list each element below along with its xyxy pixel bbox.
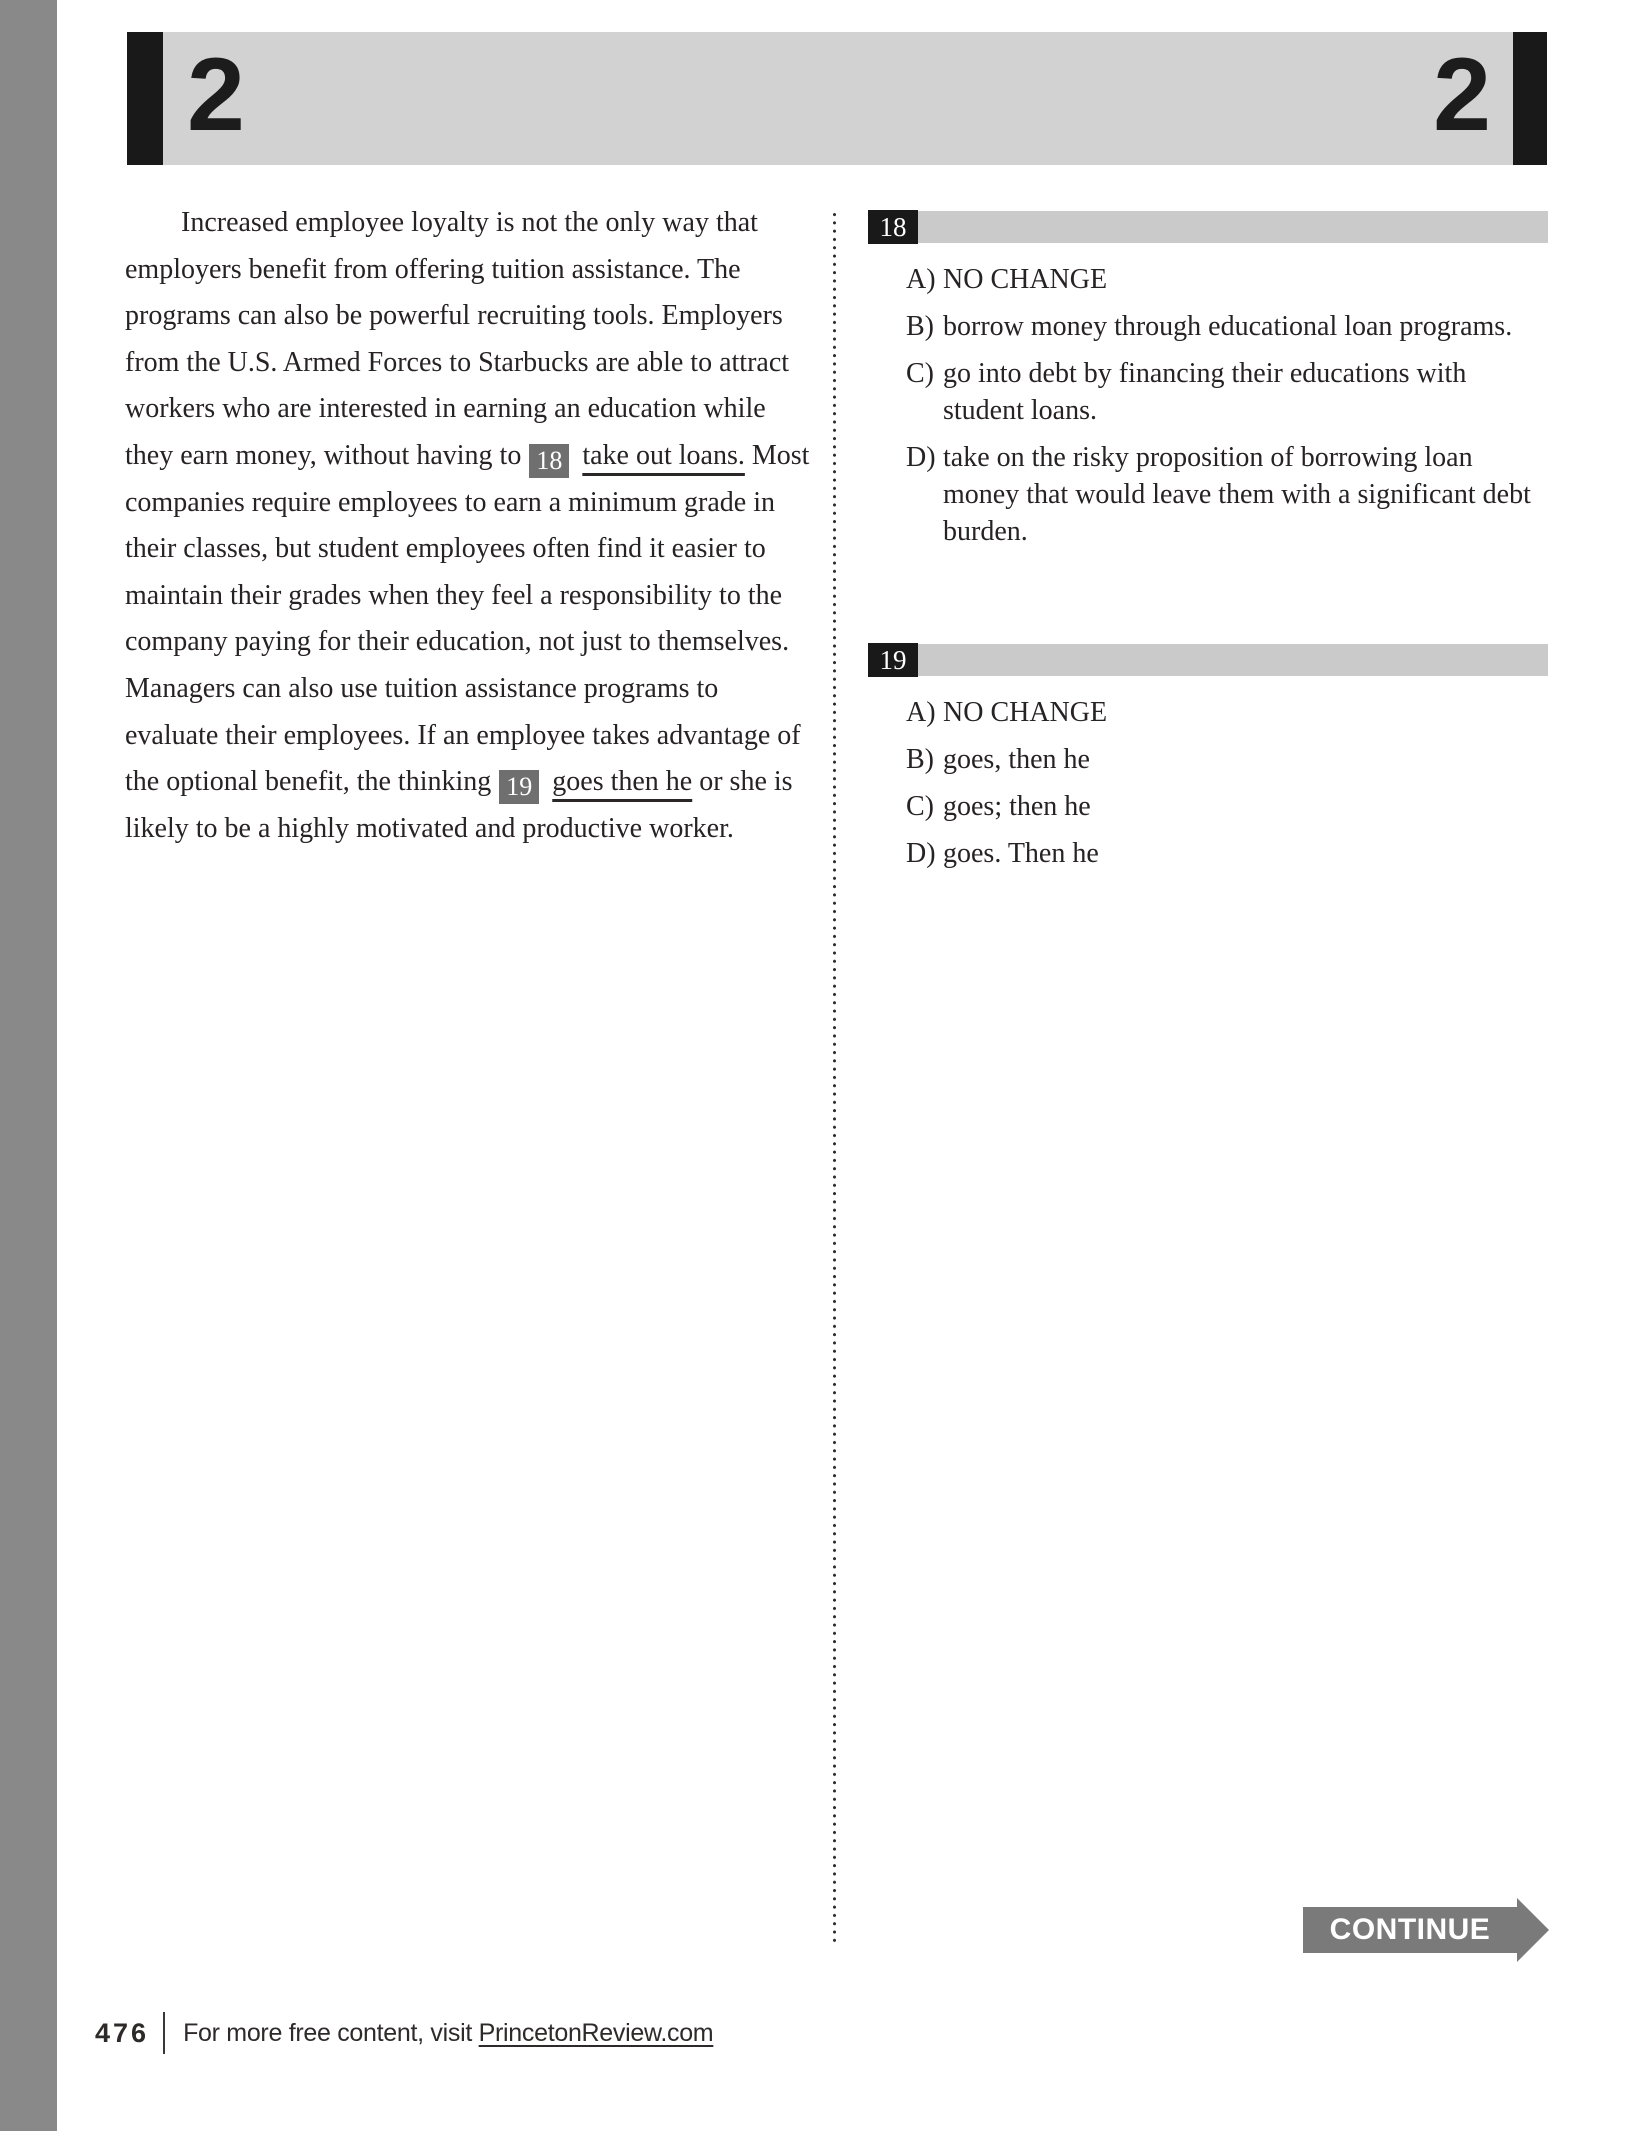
answer-option bbox=[906, 355, 1548, 429]
question-19-header bbox=[868, 643, 1548, 677]
passage-column bbox=[125, 200, 817, 852]
banner-left-cap bbox=[127, 32, 163, 165]
banner-right-cap bbox=[1513, 32, 1547, 165]
passage-segment: Most companies require employees to earn a minimum grade in their classes, but student employees often find it easier to maintain their grades when they feel a responsibility to the company paying for their education, not just to themselves. Managers can also use tuition assistance programs to evaluate their employees. If an employee takes advantage of the optional benefit, the thinking bbox=[125, 439, 810, 798]
underlined-phrase: goes then he bbox=[552, 766, 693, 798]
option-letter: B) bbox=[906, 744, 934, 775]
option-letter: C) bbox=[906, 358, 934, 389]
option-text: goes; then he bbox=[943, 791, 1091, 822]
option-text: NO CHANGE bbox=[943, 264, 1108, 295]
footer-text bbox=[183, 2019, 713, 2048]
option-text: goes. Then he bbox=[943, 838, 1099, 869]
option-letter: D) bbox=[906, 838, 936, 869]
banner-field bbox=[163, 32, 1513, 165]
option-text: goes, then he bbox=[943, 744, 1090, 775]
option-text: NO CHANGE bbox=[943, 697, 1108, 728]
option-letter: A) bbox=[906, 264, 936, 295]
option-text: borrow money through educational loan programs. bbox=[943, 311, 1513, 342]
inline-question-badge: 18 bbox=[529, 444, 569, 478]
question-18-options bbox=[868, 261, 1548, 550]
page-footer bbox=[95, 2012, 713, 2054]
question-number-box: 19 bbox=[868, 643, 918, 677]
question-header-bar bbox=[918, 211, 1548, 243]
option-text: go into debt by financing their educations with student loans. bbox=[943, 358, 1467, 426]
answer-option bbox=[906, 439, 1548, 550]
section-number-left: 2 bbox=[187, 36, 245, 153]
question-19-options bbox=[868, 694, 1548, 872]
question-header-bar bbox=[918, 644, 1548, 676]
footer-divider bbox=[163, 2012, 165, 2054]
option-letter: B) bbox=[906, 311, 934, 342]
answer-option bbox=[906, 308, 1548, 345]
passage-segment: or she is likely to be a highly motivated and productive worker. bbox=[125, 766, 793, 844]
page-number: 476 bbox=[95, 2017, 150, 2048]
underlined-phrase: take out loans. bbox=[582, 439, 745, 471]
option-letter: C) bbox=[906, 791, 934, 822]
answer-option bbox=[906, 694, 1548, 731]
footer-link[interactable]: PrincetonReview.com bbox=[478, 2018, 714, 2047]
answer-option bbox=[906, 788, 1548, 825]
section-number-right: 2 bbox=[1433, 36, 1491, 153]
answer-option bbox=[906, 835, 1548, 872]
continue-arrow-head-icon bbox=[1517, 1898, 1549, 1962]
column-divider-dotted-line bbox=[833, 213, 836, 1947]
section-banner bbox=[127, 32, 1547, 165]
answer-option bbox=[906, 261, 1548, 298]
continue-label: CONTINUE bbox=[1303, 1907, 1517, 1953]
option-letter: A) bbox=[906, 697, 936, 728]
continue-button[interactable] bbox=[1303, 1898, 1549, 1962]
option-letter: D) bbox=[906, 442, 936, 473]
option-text: take on the risky proposition of borrowing loan money that would leave them with a significant debt burden. bbox=[943, 442, 1531, 547]
question-19-block bbox=[868, 643, 1548, 872]
question-18-header bbox=[868, 210, 1548, 244]
passage-segment: Increased employee loyalty is not the only way that employers benefit from offering tuition assistance. The programs can also be powerful recruiting tools. Employers from the U.S. Armed Forces to Starbucks are able to attract workers who are interested in earning an education while they earn money, without having to bbox=[125, 207, 790, 471]
passage-text bbox=[125, 200, 817, 852]
inline-question-badge: 19 bbox=[499, 770, 539, 804]
question-18-block bbox=[868, 210, 1548, 550]
question-number-box: 18 bbox=[868, 210, 918, 244]
footer-text-prefix: For more free content, visit bbox=[183, 2018, 479, 2047]
answer-option bbox=[906, 741, 1548, 778]
page-edge-sidebar bbox=[0, 0, 57, 2131]
